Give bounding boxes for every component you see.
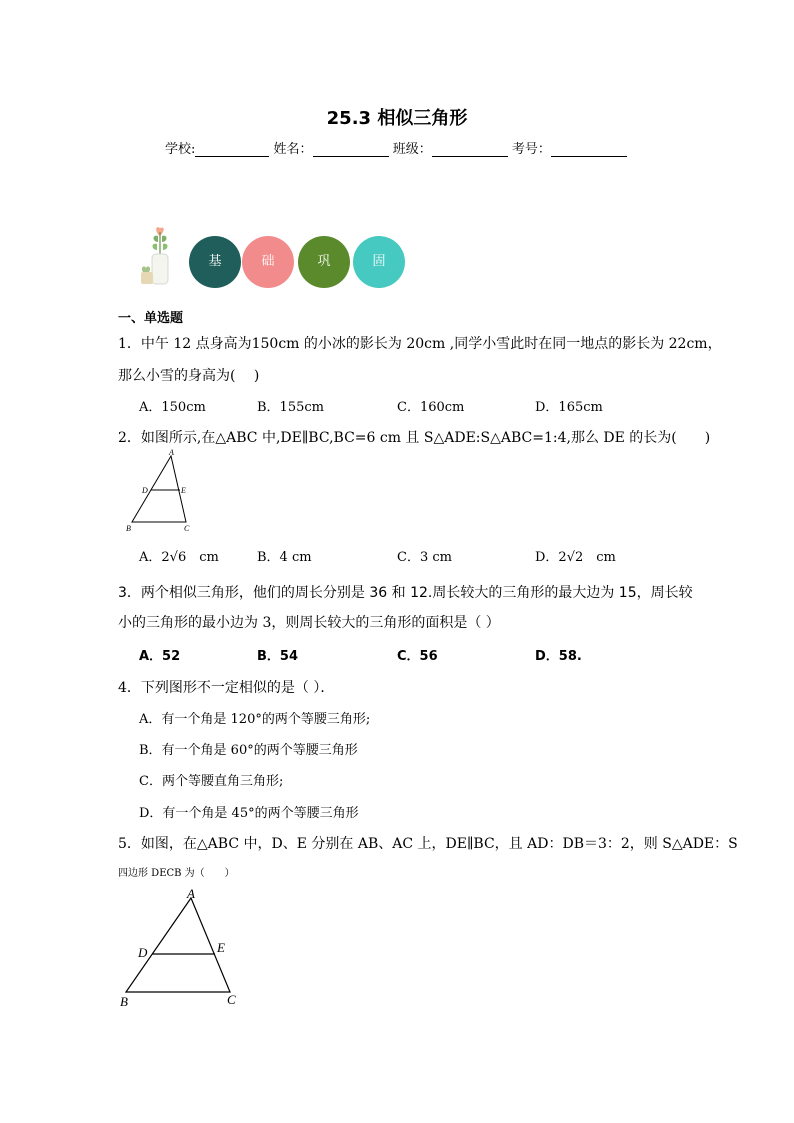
q2-label-b: B (126, 524, 131, 533)
q1-option-c[interactable]: C．160cm (397, 400, 465, 415)
q5-label-d: D (138, 945, 148, 960)
plant-vase-icon (138, 222, 178, 288)
q4-option-b[interactable]: B．有一个角是 60°的两个等腰三角形 (139, 743, 358, 758)
banner-circle-2: 础 (242, 236, 294, 288)
q3-option-a[interactable]: A．52 (139, 649, 181, 664)
school-label: 学校: (165, 142, 196, 157)
q2-option-a[interactable]: A．2√6 cm (139, 550, 219, 565)
q2-label-e: E (181, 486, 186, 495)
exam-no-label: 考号： (511, 142, 551, 157)
section-heading: 一、单选题 (118, 311, 184, 326)
q5-label-c: C (227, 992, 236, 1007)
q4-option-c[interactable]: C．两个等腰直角三角形; (139, 774, 284, 789)
q1-option-b[interactable]: B．155cm (257, 400, 324, 415)
q2-triangle-figure (124, 448, 196, 534)
exam-no-blank[interactable] (551, 142, 627, 157)
q1-line-1: 1．中午 12 点身高为150cm 的小冰的影长为 20cm ,同学小雪此时在同一地点的影长为 22cm， (118, 336, 722, 352)
name-blank[interactable] (313, 142, 389, 157)
q5-label-e: E (217, 940, 225, 955)
q3-option-d[interactable]: D．58. (535, 649, 582, 664)
school-blank[interactable] (195, 142, 269, 157)
q2-label-a: A (169, 448, 174, 457)
class-blank[interactable] (432, 142, 508, 157)
q3-line-1: 3．两个相似三角形，他们的周长分别是 36 和 12.周长较大的三角形的最大边为 15，周长较 (118, 585, 693, 601)
page-title: 25.3 相似三角形 (326, 108, 468, 129)
q1-option-a[interactable]: A．150cm (139, 400, 206, 415)
student-info-line (165, 138, 627, 157)
q1-line-2: 那么小雪的身高为( ) (118, 368, 260, 384)
q2-option-c[interactable]: C．3 cm (397, 550, 452, 565)
q5-label-a: A (187, 886, 195, 901)
q2-label-c: C (184, 524, 190, 533)
name-label: 姓名： (273, 142, 313, 157)
q2-option-b[interactable]: B．4 cm (257, 550, 312, 565)
banner-circle-4: 固 (353, 236, 405, 288)
q1-option-d[interactable]: D．165cm (535, 400, 603, 415)
q2-line-1: 2．如图所示,在△ABC 中,DE∥BC,BC=6 cm 且 S△ADE:S△ABC=1:4,那么 DE 的长为( ) (118, 430, 711, 446)
banner-circle-3: 巩 (298, 236, 350, 288)
q4-line-1: 4．下列图形不一定相似的是（ ）． (118, 680, 335, 696)
class-label: 班级： (392, 142, 432, 157)
q2-option-d[interactable]: D．2√2 cm (535, 550, 616, 565)
q3-line-2: 小的三角形的最小边为 3，则周长较大的三角形的面积是（ ） (118, 615, 500, 631)
banner-circle-1: 基 (189, 236, 241, 288)
q5-line-1: 5．如图，在△ABC 中，D、E 分别在 AB、AC 上，DE∥BC，且 AD：DB＝3：2，则 S△ADE：S (118, 836, 738, 852)
q3-option-b[interactable]: B．54 (257, 649, 298, 664)
q5-label-b: B (120, 994, 128, 1009)
q4-option-d[interactable]: D．有一个角是 45°的两个等腰三角形 (139, 806, 359, 821)
q5-line-2: 四边形 DECB 为（ ） (118, 868, 235, 879)
q3-option-c[interactable]: C．56 (397, 649, 438, 664)
q4-option-a[interactable]: A．有一个角是 120°的两个等腰三角形; (139, 712, 371, 727)
q2-label-d: D (142, 486, 148, 495)
q5-triangle-figure (114, 886, 244, 1010)
